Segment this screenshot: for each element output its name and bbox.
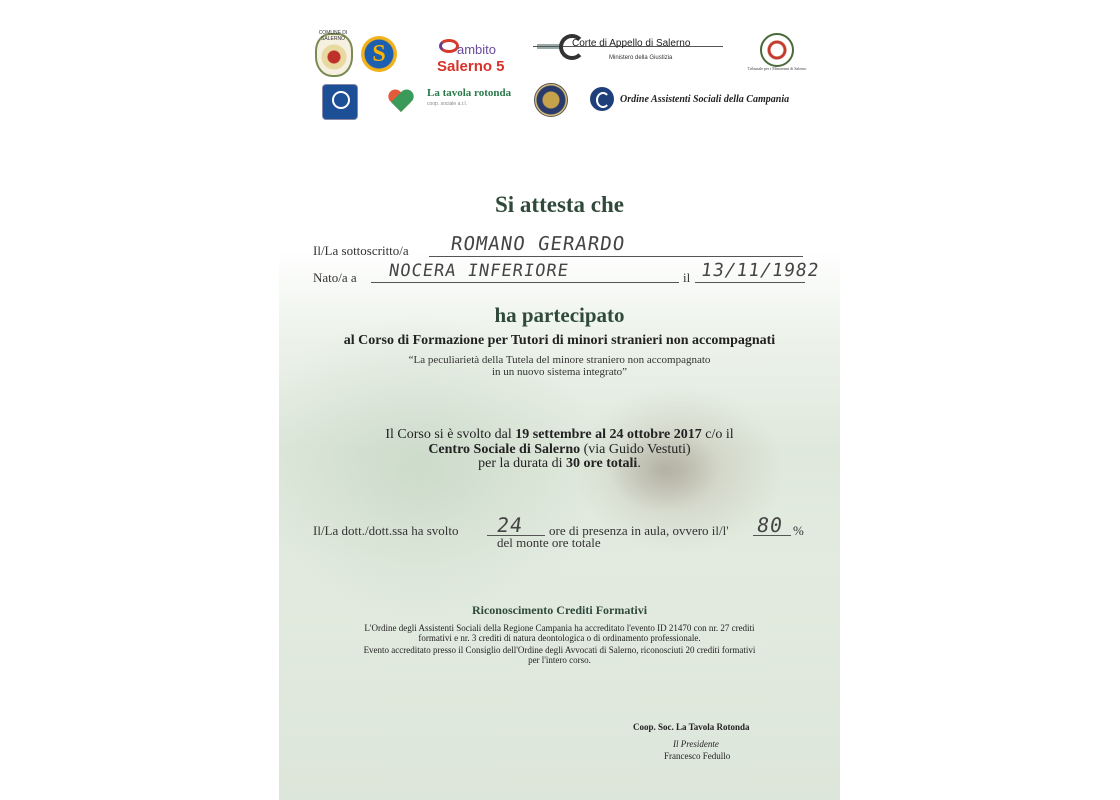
course-dates-prefix: Il Corso si è svolto dal	[385, 427, 516, 442]
date-underline	[695, 282, 805, 283]
course-address: (via Guido Vestuti)	[580, 442, 691, 457]
ordine-logo-word: Ordine Assistenti Sociali della Campania	[620, 94, 790, 105]
course-duration-line	[279, 456, 840, 471]
participated-heading: ha partecipato	[494, 303, 625, 327]
course-location-line	[279, 442, 840, 457]
ambito-logo-sub: Salerno 5	[437, 58, 505, 75]
signature-org: Coop. Soc. La Tavola Rotonda	[633, 722, 750, 732]
tavola-logo-sub: coop. sociale a.r.l.	[427, 101, 468, 107]
avvocati-seal-icon	[534, 83, 568, 117]
date-value: 13/11/1982	[699, 260, 821, 281]
hours-label-c: del monte ore totale	[497, 535, 601, 550]
date-label: il	[683, 270, 691, 285]
born-value: NOCERA INFERIORE	[387, 261, 571, 281]
signature-role: Il Presidente	[673, 739, 719, 749]
course-location: Centro Sociale di Salerno	[428, 442, 581, 457]
course-duration-prefix: per la durata di	[478, 456, 567, 471]
course-title: al Corso di Formazione per Tutori di minori stranieri non accompagnati	[343, 333, 776, 348]
ordine-logo-icon	[590, 87, 614, 111]
tribunale-caption: Tribunale per i Minorenni di Salerno	[747, 66, 807, 71]
heart-logo-icon	[387, 86, 417, 116]
course-quote-line1: “La peculiarietà della Tutela del minore straniero non accompagnato	[408, 354, 711, 366]
hours-label-b: ore di presenza in aula, ovvero il/l'	[549, 523, 729, 538]
crest-caption: COMUNE DI SALERNO	[318, 30, 348, 42]
s-logo-icon: S	[361, 36, 397, 72]
born-underline	[371, 282, 679, 283]
hours-label: Il/La dott./dott.ssa ha svolto	[313, 523, 459, 538]
name-label: Il/La sottoscritto/a	[313, 243, 409, 258]
signature-name: Francesco Fedullo	[664, 751, 731, 761]
born-label: Nato/a a	[313, 270, 357, 285]
crediti-line4: per l'intero corso.	[528, 655, 591, 665]
crediti-title: Riconoscimento Crediti Formativi	[471, 603, 648, 617]
corte-title: Corte di Appello di Salerno	[572, 38, 691, 49]
certificate-title: Si attesta che	[494, 192, 625, 217]
course-duration-suffix: .	[637, 456, 641, 471]
hours-value: 24	[495, 513, 525, 537]
crediti-line1: L'Ordine degli Assistenti Sociali della Regione Campania ha accreditato l'evento ID 21470 con nr. 27 crediti	[364, 623, 755, 633]
percent-value: 80	[755, 513, 785, 537]
corte-subtitle: Ministero della Giustizia	[609, 55, 673, 61]
course-duration: 30 ore totali	[566, 456, 638, 471]
name-value: ROMANO GERARDO	[449, 233, 627, 255]
course-quote-line2: in un nuovo sistema integrato”	[491, 366, 628, 378]
course-dates-suffix: c/o il	[701, 427, 734, 442]
name-underline	[429, 256, 803, 257]
course-dates: 19 settembre al 24 ottobre 2017	[515, 427, 702, 442]
tavola-logo-word: La tavola rotonda	[427, 87, 512, 99]
ambito-logo-word: ambito	[457, 42, 497, 57]
course-dates-line	[279, 427, 840, 442]
certificate-page	[279, 0, 840, 800]
crediti-line3: Evento accreditato presso il Consiglio dell'Ordine degli Avvocati di Salerno, riconosciuti 20 crediti formativi	[363, 645, 756, 655]
italian-emblem-icon	[760, 33, 794, 67]
crediti-line2: formativi e nr. 3 crediti di natura deontologica o di ordinamento professionale.	[418, 633, 701, 643]
ambito-eye-icon	[439, 39, 459, 53]
blue-badge-icon	[322, 84, 358, 120]
percent-sign: %	[793, 523, 804, 538]
